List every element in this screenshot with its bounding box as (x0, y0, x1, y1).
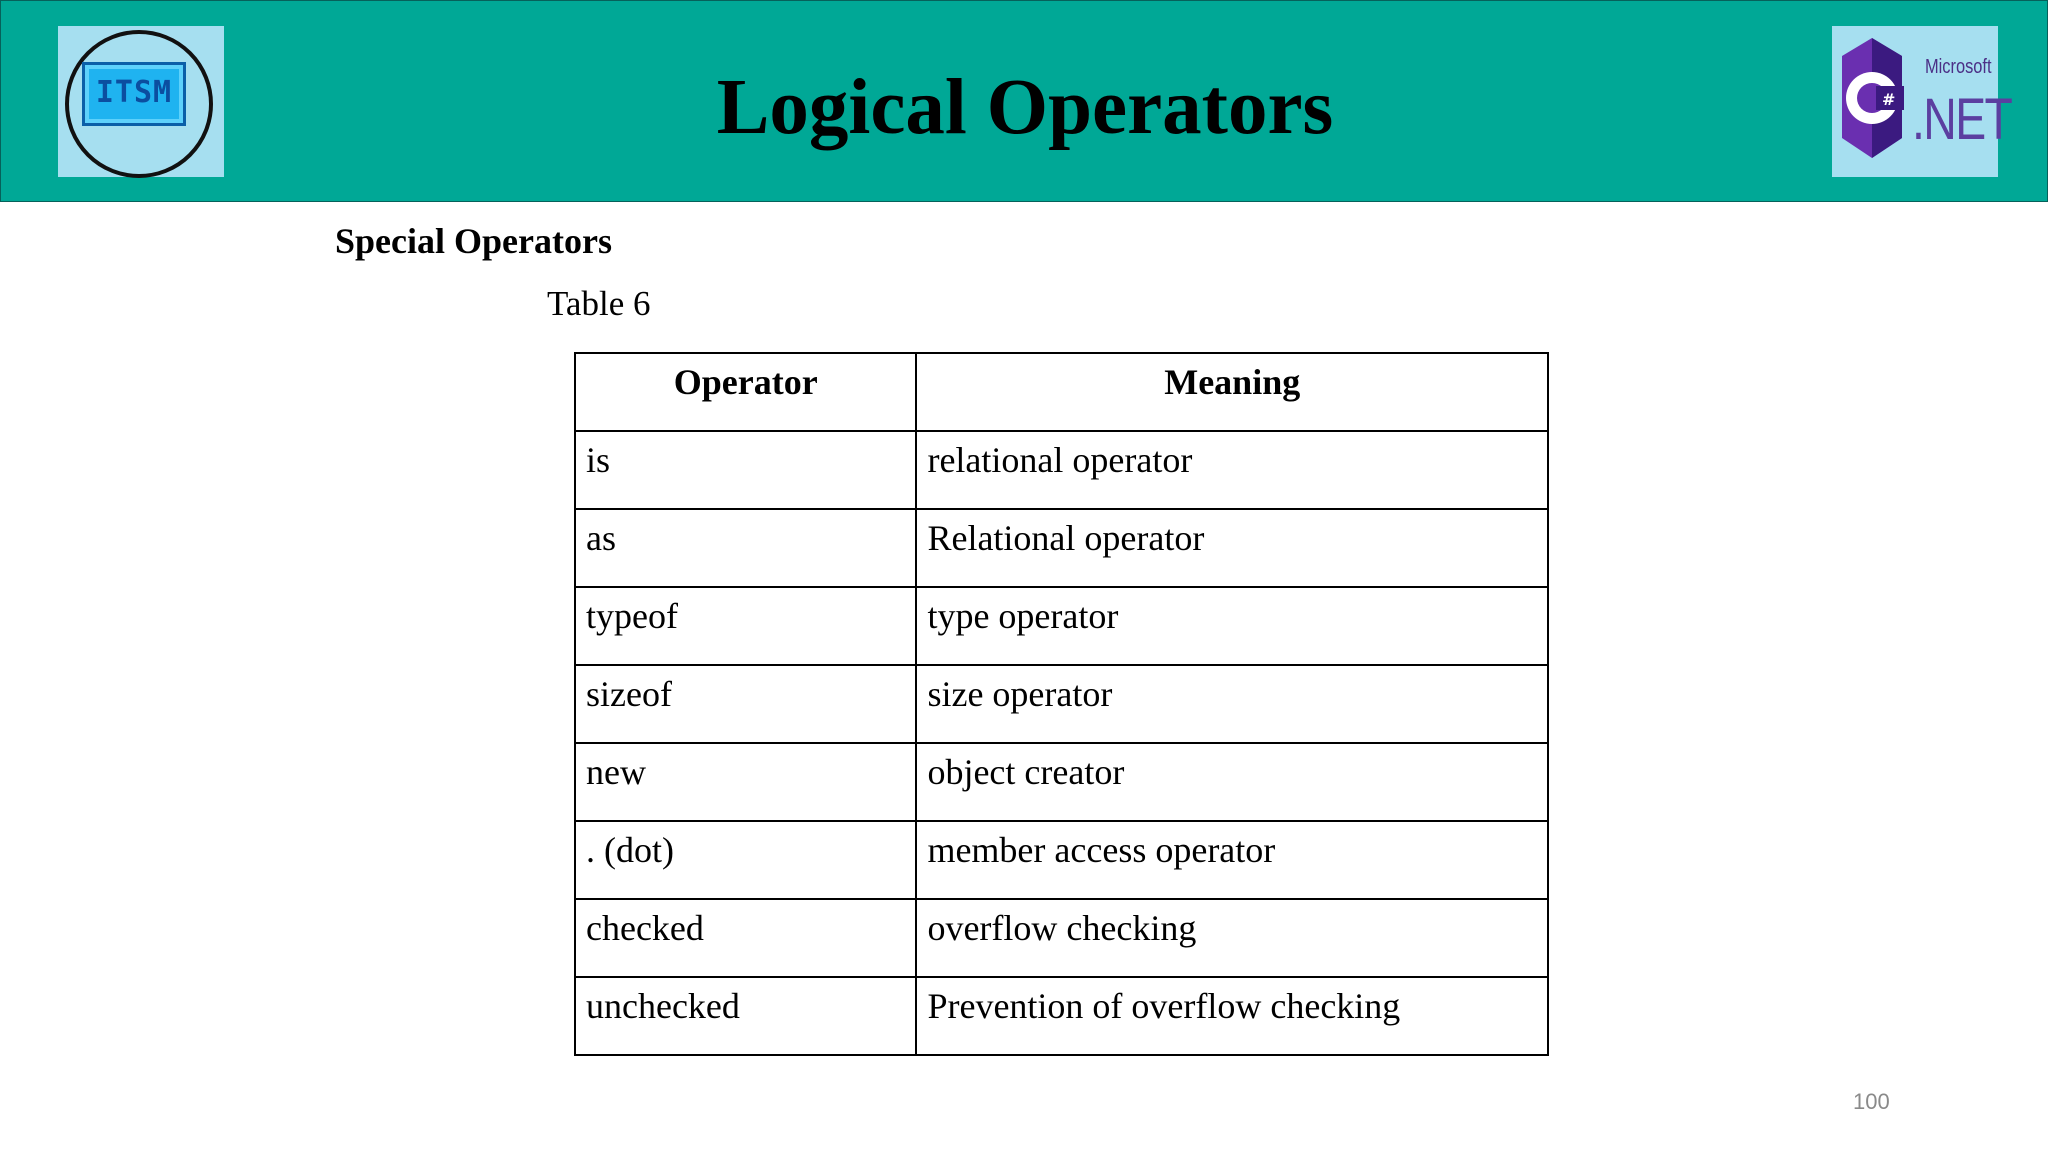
meaning-cell: size operator (916, 665, 1548, 743)
operators-table (574, 352, 1549, 1056)
operator-cell: typeof (575, 587, 916, 665)
slide-header (0, 0, 2048, 202)
dotnet-logo (1832, 26, 2012, 177)
meaning-cell: relational operator (916, 431, 1548, 509)
slide-title: Logical Operators (716, 64, 1334, 151)
operator-cell: checked (575, 899, 916, 977)
table-row (575, 743, 1548, 821)
meaning-cell: type operator (916, 587, 1548, 665)
meaning-cell: object creator (916, 743, 1548, 821)
svg-text:#: # (1882, 90, 1896, 109)
table-row (575, 587, 1548, 665)
operator-cell: as (575, 509, 916, 587)
table-header-row (575, 353, 1548, 431)
meaning-cell: Prevention of overflow checking (916, 977, 1548, 1055)
meaning-cell: Relational operator (916, 509, 1548, 587)
table-row (575, 899, 1548, 977)
table-row (575, 665, 1548, 743)
itsm-logo-text: ITSM (95, 75, 173, 110)
operator-cell: . (dot) (575, 821, 916, 899)
operator-cell: unchecked (575, 977, 916, 1055)
table-row (575, 509, 1548, 587)
table-row (575, 821, 1548, 899)
table-row (575, 977, 1548, 1055)
operator-cell: new (575, 743, 916, 821)
table-row (575, 431, 1548, 509)
page-number: 100 (1853, 1089, 1890, 1114)
dotnet-label: .NET (1912, 87, 2012, 152)
microsoft-label: Microsoft (1925, 56, 1992, 78)
column-header-meaning: Meaning (916, 353, 1548, 431)
section-heading: Special Operators (335, 221, 612, 261)
operator-cell: sizeof (575, 665, 916, 743)
meaning-cell: overflow checking (916, 899, 1548, 977)
operator-cell: is (575, 431, 916, 509)
meaning-cell: member access operator (916, 821, 1548, 899)
column-header-operator: Operator (575, 353, 916, 431)
table-caption: Table 6 (547, 284, 651, 323)
